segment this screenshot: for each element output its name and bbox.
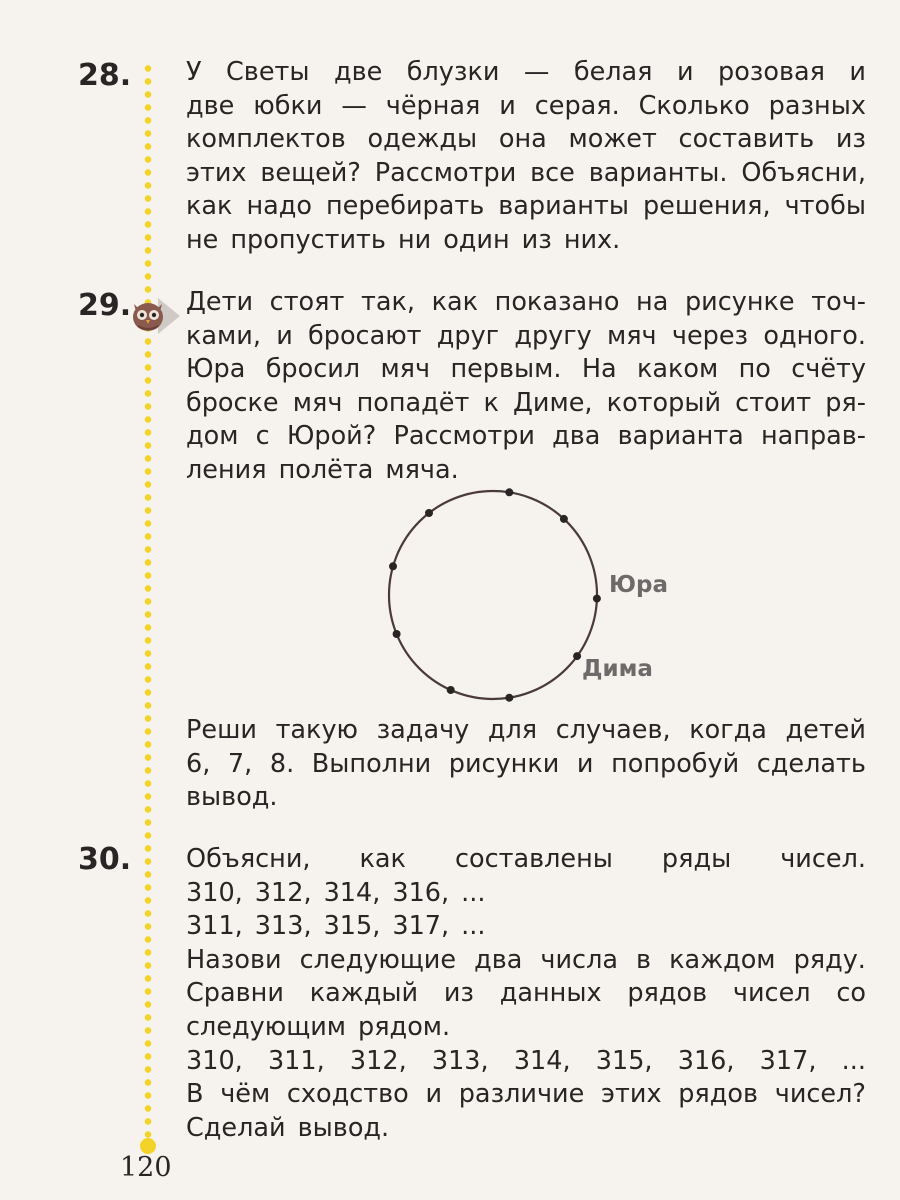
- word: ряду.: [793, 944, 866, 975]
- word: из: [443, 978, 474, 1009]
- word: сделать: [756, 748, 866, 779]
- text-line: [186, 224, 866, 258]
- word: с: [255, 421, 270, 452]
- text-line: [186, 1045, 866, 1079]
- word: Назови: [186, 944, 282, 975]
- task-number-30: 30.: [78, 842, 132, 877]
- text-line: [186, 714, 866, 748]
- child-dot: [573, 652, 581, 660]
- word: один: [443, 224, 510, 255]
- word: надо: [246, 191, 312, 222]
- word: 7,: [227, 748, 253, 779]
- word: к: [483, 387, 499, 418]
- word: 314,: [513, 1045, 571, 1076]
- word: попробуй: [611, 748, 740, 779]
- word: ления: [186, 454, 267, 485]
- word: У: [186, 57, 202, 87]
- word: полёта: [278, 454, 374, 485]
- word: рисунки: [448, 748, 560, 779]
- child-dot: [393, 630, 401, 638]
- word: каждый: [309, 978, 419, 1009]
- word: 315,: [595, 1045, 653, 1076]
- text-line: [186, 977, 866, 1011]
- word: по: [738, 354, 771, 385]
- word: ря-: [825, 387, 866, 418]
- word: юбки: [253, 90, 323, 121]
- text-line: [186, 320, 866, 354]
- text-line: [186, 90, 866, 124]
- word: различие: [458, 1079, 585, 1110]
- word: бросают: [308, 320, 422, 351]
- word: варианты.: [588, 157, 728, 188]
- word: одного.: [763, 320, 866, 351]
- word: на: [636, 287, 669, 317]
- word: со: [836, 978, 866, 1009]
- word: Светы: [226, 57, 310, 87]
- word: показано: [494, 287, 620, 317]
- word: пропустить: [230, 224, 386, 255]
- word: Юра: [186, 354, 246, 385]
- task-number-28: 28.: [78, 58, 132, 93]
- text-line: [186, 1112, 866, 1146]
- word: следующие: [299, 944, 457, 975]
- word: данных: [499, 978, 602, 1009]
- margin-dotted-line: [143, 62, 153, 1142]
- word: ряды: [661, 844, 732, 874]
- task-28-text: [186, 56, 866, 258]
- word: броске: [186, 387, 279, 418]
- word: составлены: [454, 844, 613, 874]
- word: В: [186, 1079, 204, 1110]
- word: Сделай: [186, 1112, 286, 1143]
- word: чисел.: [780, 844, 866, 874]
- word: 314,: [323, 877, 381, 908]
- child-dot: [425, 509, 433, 517]
- word: чёрная: [385, 90, 481, 121]
- word: вещей?: [260, 157, 361, 188]
- word: —: [523, 57, 550, 87]
- word: мяч: [606, 320, 657, 351]
- word: направ-: [760, 421, 866, 452]
- word: блузки: [406, 57, 500, 87]
- word: задачу: [376, 715, 470, 745]
- word: и: [276, 320, 293, 351]
- text-line: [186, 353, 866, 387]
- word: она: [498, 124, 547, 155]
- word: может: [568, 124, 657, 155]
- word: из: [521, 224, 552, 255]
- child-dot: [593, 595, 601, 603]
- word: и: [849, 57, 866, 87]
- word: каком: [637, 354, 719, 385]
- word: все: [530, 157, 575, 188]
- word: ками,: [186, 320, 261, 351]
- task-29-text: [186, 286, 866, 488]
- word: и: [576, 748, 594, 779]
- child-dot: [505, 488, 513, 496]
- word: счёту: [791, 354, 866, 385]
- word: два: [474, 944, 523, 975]
- text-line: [186, 1011, 866, 1045]
- child-dot: [389, 562, 397, 570]
- word: рядов: [678, 1079, 759, 1110]
- word: Диме,: [513, 387, 593, 418]
- word: как: [359, 844, 406, 874]
- word: Объясни,: [741, 157, 866, 188]
- word: разных: [768, 90, 866, 121]
- word: и: [676, 57, 694, 87]
- word: 6,: [186, 748, 211, 779]
- text-line: [186, 748, 866, 782]
- task-number-29: 29.: [78, 288, 132, 323]
- word: числа: [540, 944, 618, 975]
- child-dot: [447, 686, 455, 694]
- child-dot: [560, 515, 568, 523]
- word: 313,: [431, 1045, 489, 1076]
- word: для: [487, 715, 538, 745]
- word: из: [835, 124, 866, 155]
- word: вывод.: [297, 1112, 390, 1143]
- word: Дети: [186, 287, 254, 317]
- word: стоят: [269, 287, 345, 317]
- word: составить: [678, 124, 815, 155]
- word: Сколько: [638, 90, 750, 121]
- text-line: [186, 454, 866, 488]
- word: Рассмотри: [393, 421, 535, 452]
- word: Рассмотри: [374, 157, 517, 188]
- word: 310,: [186, 1045, 243, 1076]
- word: две: [186, 90, 235, 121]
- word: и: [425, 1079, 443, 1110]
- text-line: [186, 781, 866, 815]
- word: две: [333, 57, 383, 87]
- text-line: [186, 877, 866, 911]
- text-line: [186, 843, 866, 877]
- word: такую: [275, 715, 359, 745]
- word: серая.: [534, 90, 620, 121]
- owl-icon: [128, 296, 182, 336]
- word: них.: [563, 224, 621, 255]
- word: розовая: [718, 57, 825, 87]
- word: чём: [220, 1079, 271, 1110]
- word: 312,: [349, 1045, 407, 1076]
- word: вывод.: [186, 782, 278, 813]
- text-line: [186, 1078, 866, 1112]
- word: случаев,: [555, 715, 671, 745]
- word: Объясни,: [186, 844, 311, 874]
- word: варианта: [617, 421, 744, 452]
- word: как: [186, 191, 233, 222]
- word: 317,: [392, 911, 450, 942]
- word: попадёт: [356, 387, 470, 418]
- word: 315,: [323, 911, 381, 942]
- word: Выполни: [311, 748, 432, 779]
- text-line: [186, 387, 866, 421]
- label-yura: Юра: [609, 572, 668, 598]
- word: решения,: [642, 191, 771, 222]
- word: 313,: [254, 911, 312, 942]
- word: чтобы: [784, 191, 866, 222]
- word: 8.: [269, 748, 295, 779]
- word: ...: [841, 1045, 866, 1076]
- word: и: [499, 90, 516, 121]
- word: мяч: [292, 387, 343, 418]
- word: бросил: [265, 354, 361, 385]
- text-line: [186, 420, 866, 454]
- word: детей: [785, 715, 866, 745]
- word: не: [186, 224, 219, 255]
- word: 317,: [759, 1045, 817, 1076]
- word: перебирать: [326, 191, 485, 222]
- task-30-text: [186, 843, 866, 1145]
- word: рядом.: [358, 1011, 451, 1042]
- word: первым.: [450, 354, 562, 385]
- word: два: [552, 421, 601, 452]
- word: через: [671, 320, 749, 351]
- child-dot: [505, 694, 513, 702]
- word: в: [636, 944, 652, 975]
- word: 316,: [677, 1045, 735, 1076]
- word: точ-: [811, 287, 866, 317]
- word: чисел: [732, 978, 811, 1009]
- word: На: [581, 354, 617, 385]
- text-line: [186, 910, 866, 944]
- word: комплектов: [186, 124, 346, 155]
- word: как: [431, 287, 479, 317]
- word: белая: [573, 57, 653, 87]
- word: 311,: [267, 1045, 325, 1076]
- word: Реши: [186, 715, 257, 745]
- word: рисунке: [684, 287, 795, 317]
- word: друг: [436, 320, 500, 351]
- word: другу: [514, 320, 592, 351]
- task-29-followup-text: [186, 714, 866, 815]
- word: Сравни: [186, 978, 284, 1009]
- word: сходство: [286, 1079, 409, 1110]
- word: мяча.: [385, 454, 459, 485]
- word: мяч: [380, 354, 431, 385]
- word: Юрой?: [286, 421, 377, 452]
- word: чисел?: [774, 1079, 866, 1110]
- word: варианты: [498, 191, 629, 222]
- text-line: [186, 123, 866, 157]
- word: ...: [461, 877, 486, 908]
- word: дом: [186, 421, 239, 452]
- word: когда: [689, 715, 767, 745]
- text-line: [186, 944, 866, 978]
- word: следующим: [186, 1011, 347, 1042]
- word: одежды: [367, 124, 478, 155]
- text-line: [186, 157, 866, 191]
- word: который: [606, 387, 722, 418]
- word: так,: [360, 287, 415, 317]
- word: 310,: [186, 877, 243, 908]
- word: 311,: [186, 911, 243, 942]
- children-circle-diagram: [380, 488, 680, 708]
- word: —: [341, 90, 367, 121]
- text-line: [186, 56, 866, 90]
- word: этих: [186, 157, 247, 188]
- word: 312,: [254, 877, 312, 908]
- word: каждом: [669, 944, 776, 975]
- text-line: [186, 286, 866, 320]
- page-number: 120: [120, 1152, 172, 1183]
- word: ни: [397, 224, 432, 255]
- word: ...: [461, 911, 486, 942]
- label-dima: Дима: [582, 656, 653, 682]
- word: 316,: [392, 877, 450, 908]
- word: рядов: [627, 978, 708, 1009]
- word: стоит: [735, 387, 812, 418]
- text-line: [186, 190, 866, 224]
- word: этих: [601, 1079, 662, 1110]
